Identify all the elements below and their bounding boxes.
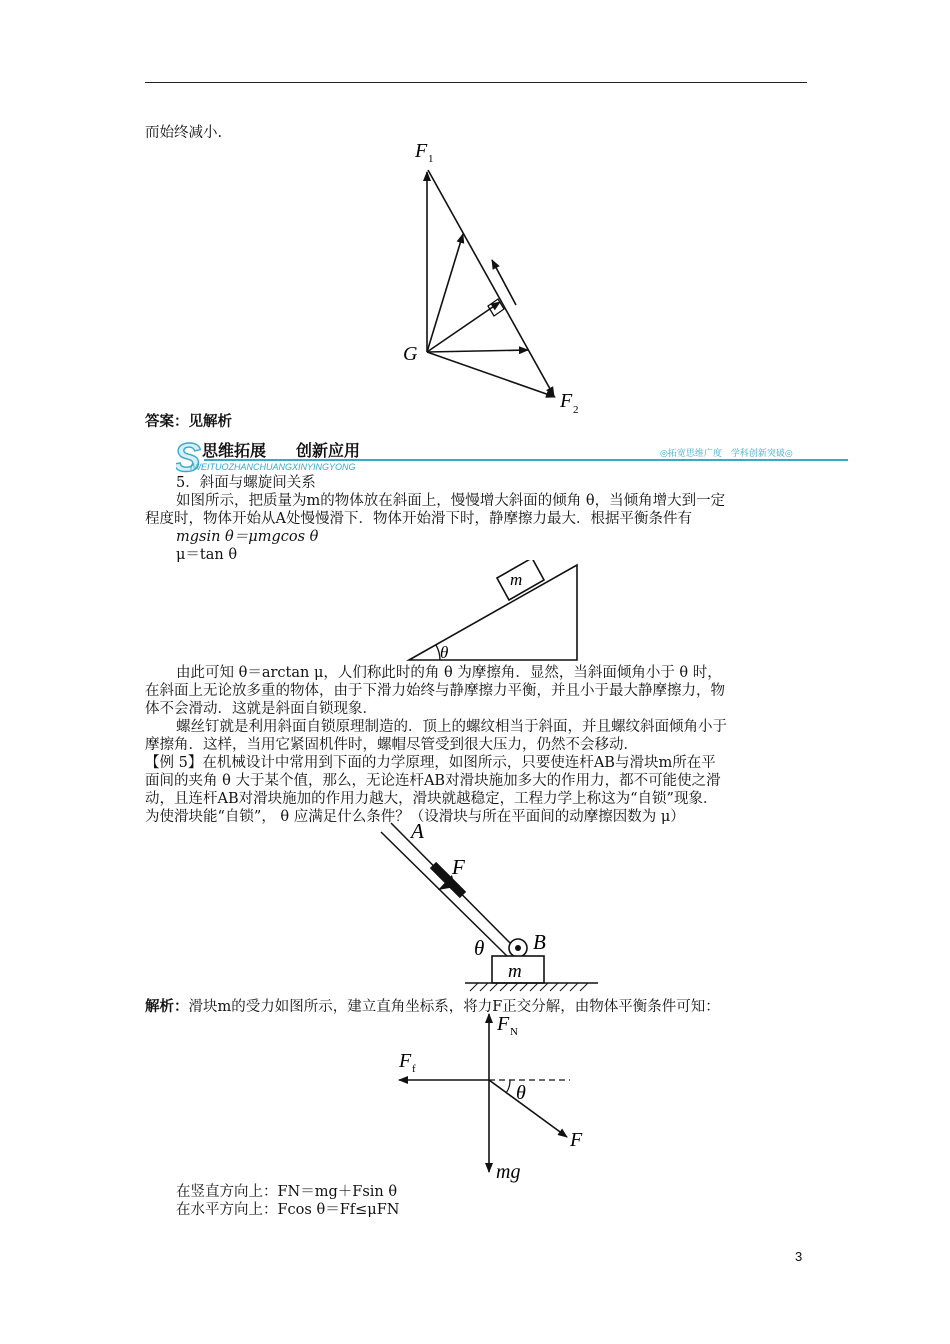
example-line: 动，且连杆AB对滑块施加的作用力越大，滑块就越稳定，工程力学上称这为“自锁”现象． (145, 791, 718, 807)
linkage-figure (375, 815, 605, 995)
equation-line: 在水平方向上：Fcos θ＝Ff≤μFN (176, 1202, 400, 1218)
section-heading: 5．斜面与螺旋间关系 (176, 475, 316, 491)
banner-title-b: 创新应用 (296, 443, 361, 460)
label-m: m (510, 570, 523, 589)
text-line: 而始终减小. (145, 125, 223, 141)
text-line: 体不会滑动．这就是斜面自锁现象． (145, 701, 377, 717)
arrow-f2 (427, 352, 555, 397)
label-m: m (508, 961, 522, 982)
hypotenuse-line (428, 170, 554, 396)
label-mg: mg (496, 1161, 521, 1183)
solution-text: 滑块m的受力如图所示，建立直角坐标系，将力F正交分解，由物体平衡条件可知： (188, 999, 720, 1015)
label-a: A (411, 819, 424, 843)
arrow-mid-2 (427, 302, 500, 352)
example-line: 面间的夹角 θ 大于某个值，那么，无论连杆AB对滑块施加多大的作用力，都不可能使之滑 (145, 773, 721, 789)
label-f2: F (560, 390, 573, 412)
example-line: 为使滑块能“自锁”， θ 应满足什么条件？（设滑块与所在平面间的动摩擦因数为 μ） (145, 809, 685, 825)
arrow-mid-1 (427, 234, 463, 352)
banner-pinyin: IWEITUOZHANCHUANGXINYINGYONG (190, 462, 356, 472)
solution-label: 解析： (145, 998, 189, 1015)
label-theta: θ (440, 643, 449, 662)
label-f1: F (415, 140, 428, 162)
section-banner (176, 437, 848, 475)
label-ff: F (399, 1050, 412, 1072)
page-number: 3 (795, 1249, 803, 1264)
label-fn: F (497, 1013, 510, 1035)
text-line: 螺丝钉就是利用斜面自锁原理制造的．顶上的螺纹相当于斜面，并且螺纹斜面倾角小于 (176, 719, 727, 735)
label-b: B (533, 930, 546, 954)
equation-line: mgsin θ＝μmgcos θ (176, 529, 319, 545)
incline-triangle (409, 565, 577, 660)
equation-line: μ＝tan θ (176, 547, 238, 563)
label-f: F (570, 1129, 583, 1151)
banner-slogan: ◎拓宽思维广度 学科创新突破◎ (660, 448, 793, 458)
label-f1-sub: 1 (428, 153, 434, 165)
text-line: 在斜面上无论放多重的物体，由于下滑力始终与静摩擦力平衡，并且小于最大静摩擦力，物 (145, 683, 725, 699)
label-theta: θ (516, 1082, 526, 1104)
equation-line: 在竖直方向上：FN＝mg＋Fsin θ (176, 1184, 398, 1200)
header-rule (145, 82, 807, 83)
label-g: G (403, 343, 418, 365)
answer-line: 答案：见解析 (145, 413, 232, 430)
text-line: 程度时，物体开始从A处慢慢滑下．物体开始滑下时，静摩擦力最大．根据平衡条件有 (145, 511, 692, 527)
text-line: 由此可知 θ＝arctan μ，人们称此时的角 θ 为摩擦角．显然，当斜面倾角小于 θ 时， (176, 665, 722, 681)
banner-title-a: 思维拓展 (202, 443, 267, 460)
text-line: 如图所示，把质量为m的物体放在斜面上，慢慢增大斜面的倾角 θ，当倾角增大到一定 (176, 493, 726, 509)
incline-figure (400, 560, 590, 665)
arrow-mid-3 (427, 350, 528, 352)
example-line: 【例 5】在机械设计中常用到下面的力学原理，如图所示，只要使连杆AB与滑块m所在平 (145, 755, 716, 771)
text-line: 摩擦角．这样，当用它紧固机件时，螺帽尽管受到很大压力，仍然不会移动． (145, 737, 638, 753)
label-fn-sub: N (510, 1026, 518, 1038)
label-f: F (452, 855, 465, 879)
label-theta: θ (474, 936, 485, 960)
label-ff-sub: f (412, 1063, 416, 1075)
label-f2-sub: 2 (573, 404, 579, 416)
banner-letter: S (176, 437, 201, 475)
force-diagram (385, 1005, 600, 1185)
force-triangle-figure (395, 135, 595, 420)
direction-arrow (492, 260, 516, 305)
